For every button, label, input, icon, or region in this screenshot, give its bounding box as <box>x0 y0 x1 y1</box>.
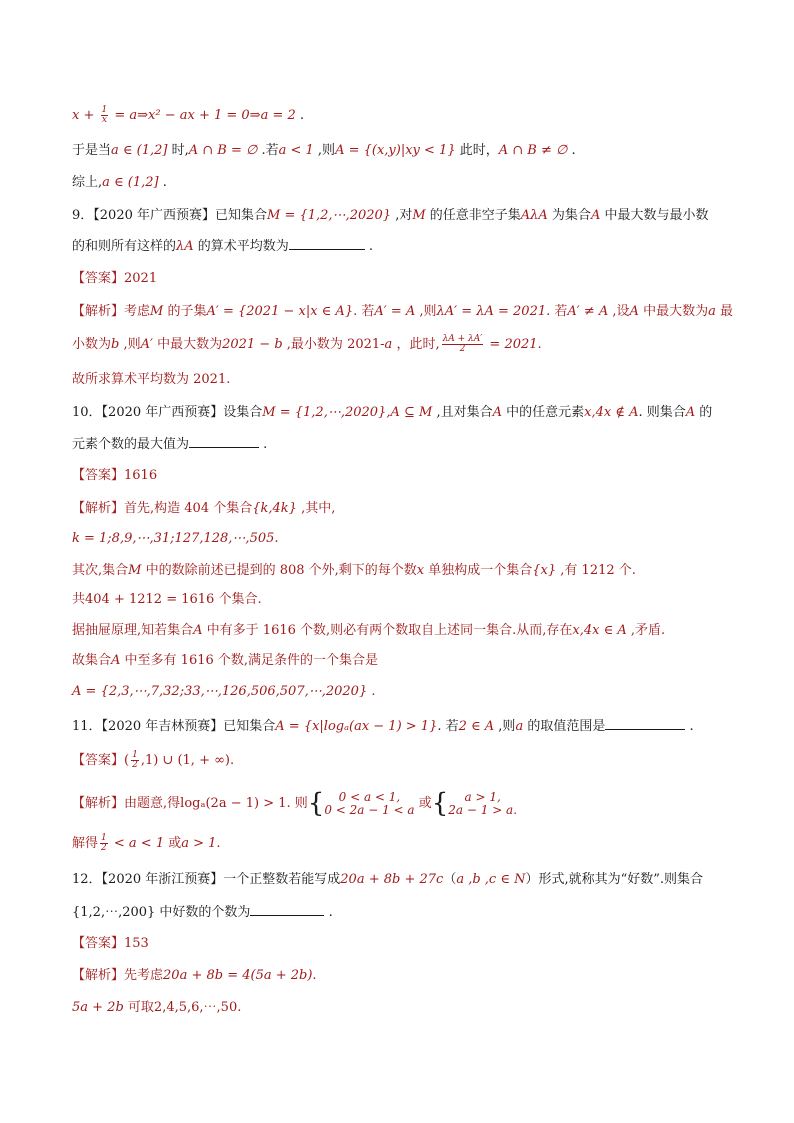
question-11-answer: 【答案】( $\frac{1}{2}$ ,1) ∪ (1, + ∞). <box>72 750 235 770</box>
answer-label: 【答案】 <box>72 271 125 286</box>
question-10-analysis-line-3: 其次,集合M 中的数除前述已提到的 808 个外,剩下的每个数x 单独构成一个集合{x} ,有 1212 个. <box>72 563 636 578</box>
math-expression: x + <box>72 108 99 123</box>
solution-line-3: 综上,a ∈ (1,2] . <box>72 175 167 190</box>
fraction: $\frac{1}{x}$ <box>101 105 108 125</box>
question-number: 10． <box>72 405 102 420</box>
inequality-system: 0 < a < 1, 0 < 2a − 1 < a <box>324 789 415 817</box>
question-10-analysis-line-2: k = 1;8,9,⋯,31;127,128,⋯,505. <box>72 531 279 546</box>
question-12-analysis-line-1: 【解析】先考虑20a + 8b = 4(5a + 2b). <box>72 968 317 983</box>
answer-blank <box>189 434 259 448</box>
question-9-line-1: 9．【2020 年广西预赛】已知集合M = {1,2,⋯,2020} ,对M 的任意非空子集AλA 为集合A 中最大数与最小数 <box>72 208 709 223</box>
analysis-label: 【解析】 <box>72 304 125 319</box>
question-source: 【2020 年广西预赛】 <box>101 405 224 420</box>
answer-label: 【答案】 <box>72 753 125 768</box>
answer-value: 1616 <box>124 468 158 483</box>
question-9-analysis-line-3: 故所求算术平均数为 2021. <box>72 372 231 387</box>
solution-line-1: x + $\frac{1}{x}$ = a⇒x² − ax + 1 = 0⇒a = 2 . <box>72 105 305 125</box>
analysis-label: 【解析】 <box>72 968 125 983</box>
question-11-analysis-line-2: 解得 $\frac{1}{2}$ < a < 1 或a > 1. <box>72 833 221 853</box>
answer-value: 2021 <box>124 271 158 286</box>
solution-line-2: 于是当a ∈ (1,2] 时,A ∩ B = ∅ .若a < 1 ,则A = {(x,y)|xy < 1} 此时，A ∩ B ≠ ∅ . <box>72 143 576 158</box>
fraction: $\frac{\lambda A + \lambda A'}{2}$ <box>442 334 483 354</box>
question-10-line-2: 元素个数的最大值为 . <box>72 434 267 455</box>
question-12-analysis-line-2: 5a + 2b 可取2,4,5,6,⋯,50. <box>72 1000 242 1015</box>
math-expression: = a⇒x² − ax + 1 = 0⇒a = 2 <box>110 108 296 123</box>
question-12-line-1: 12．【2020 年浙江预赛】一个正整数若能写成20a + 8b + 27c（a ,b ,c ∈ N）形式,就称其为“好数”.则集合 <box>72 872 704 887</box>
inequality-system: a > 1, 2a − 1 > a. <box>448 789 518 817</box>
answer-label: 【答案】 <box>72 468 125 483</box>
question-11-analysis-line-1: 【解析】由题意,得logₐ(2a − 1) > 1. 则{ 0 < a < 1, 0 < 2a − 1 < a 或{ a > 1, 2a − 1 > a. <box>72 788 518 819</box>
analysis-label: 【解析】 <box>72 501 125 516</box>
question-number: 12． <box>72 872 102 887</box>
question-10-analysis-line-7: A = {2,3,⋯,7,32;33,⋯,126,506,507,⋯,2020} . <box>72 684 376 699</box>
answer-blank <box>289 236 365 250</box>
question-source: 【2020 年吉林预赛】 <box>101 719 224 734</box>
question-source: 【2020 年广西预赛】 <box>93 208 215 223</box>
question-11-line-1: 11．【2020 年吉林预赛】已知集合A = {x|logₐ(ax − 1) > 1}. 若2 ∈ A ,则a 的取值范围是 . <box>72 716 694 737</box>
question-number: 11． <box>72 719 102 734</box>
question-12-line-2: {1,2,⋯,200} 中好数的个数为 . <box>72 902 333 923</box>
fraction: $\frac{1}{2}$ <box>101 833 107 853</box>
brace: { <box>307 788 325 819</box>
answer-value: 153 <box>124 936 149 951</box>
question-9-analysis-line-1: 【解析】考虑M 的子集A′ = {2021 − x|x ∈ A}. 若A′ = A ,则λA′ = λA = 2021. 若A′ ≠ A ,设A 中最大数为a 最 <box>72 304 733 319</box>
answer-blank <box>605 716 685 730</box>
question-9-line-2: 的和则所有这样的λA 的算术平均数为 . <box>72 236 373 257</box>
question-10-answer <box>72 466 157 486</box>
question-10-analysis-line-6: 故集合A 中至多有 1616 个数,满足条件的一个集合是 <box>72 653 379 668</box>
question-10-line-1: 10．【2020 年广西预赛】设集合M = {1,2,⋯,2020},A ⊆ M ,且对集合A 中的任意元素x,4x ∉ A. 则集合A 的 <box>72 405 713 420</box>
question-10-analysis-line-4: 共404 + 1212 = 1616 个集合. <box>72 592 262 607</box>
question-source: 【2020 年浙江预赛】 <box>101 872 224 887</box>
brace: { <box>431 788 449 819</box>
question-number: 9． <box>72 208 94 223</box>
question-9-answer <box>72 269 157 289</box>
answer-blank <box>250 902 324 916</box>
analysis-label: 【解析】 <box>72 796 125 811</box>
question-12-answer <box>72 934 149 954</box>
question-10-analysis-line-5: 据抽屉原理,知若集合A 中有多于 1616 个数,则必有两个数取自上述同一集合.从而,存在x,4x ∈ A ,矛盾. <box>72 623 666 638</box>
question-10-analysis-line-1: 【解析】首先,构造 404 个集合{k,4k} ,其中, <box>72 501 336 516</box>
question-9-analysis-line-2: 小数为b ,则A′ 中最大数为2021 − b ,最小数为 2021-a ，此时, $\frac{\lambda A + \lambda A'}{2}$ = 2021. <box>72 334 542 354</box>
fraction: $\frac{1}{2}$ <box>132 750 138 770</box>
answer-label: 【答案】 <box>72 936 125 951</box>
